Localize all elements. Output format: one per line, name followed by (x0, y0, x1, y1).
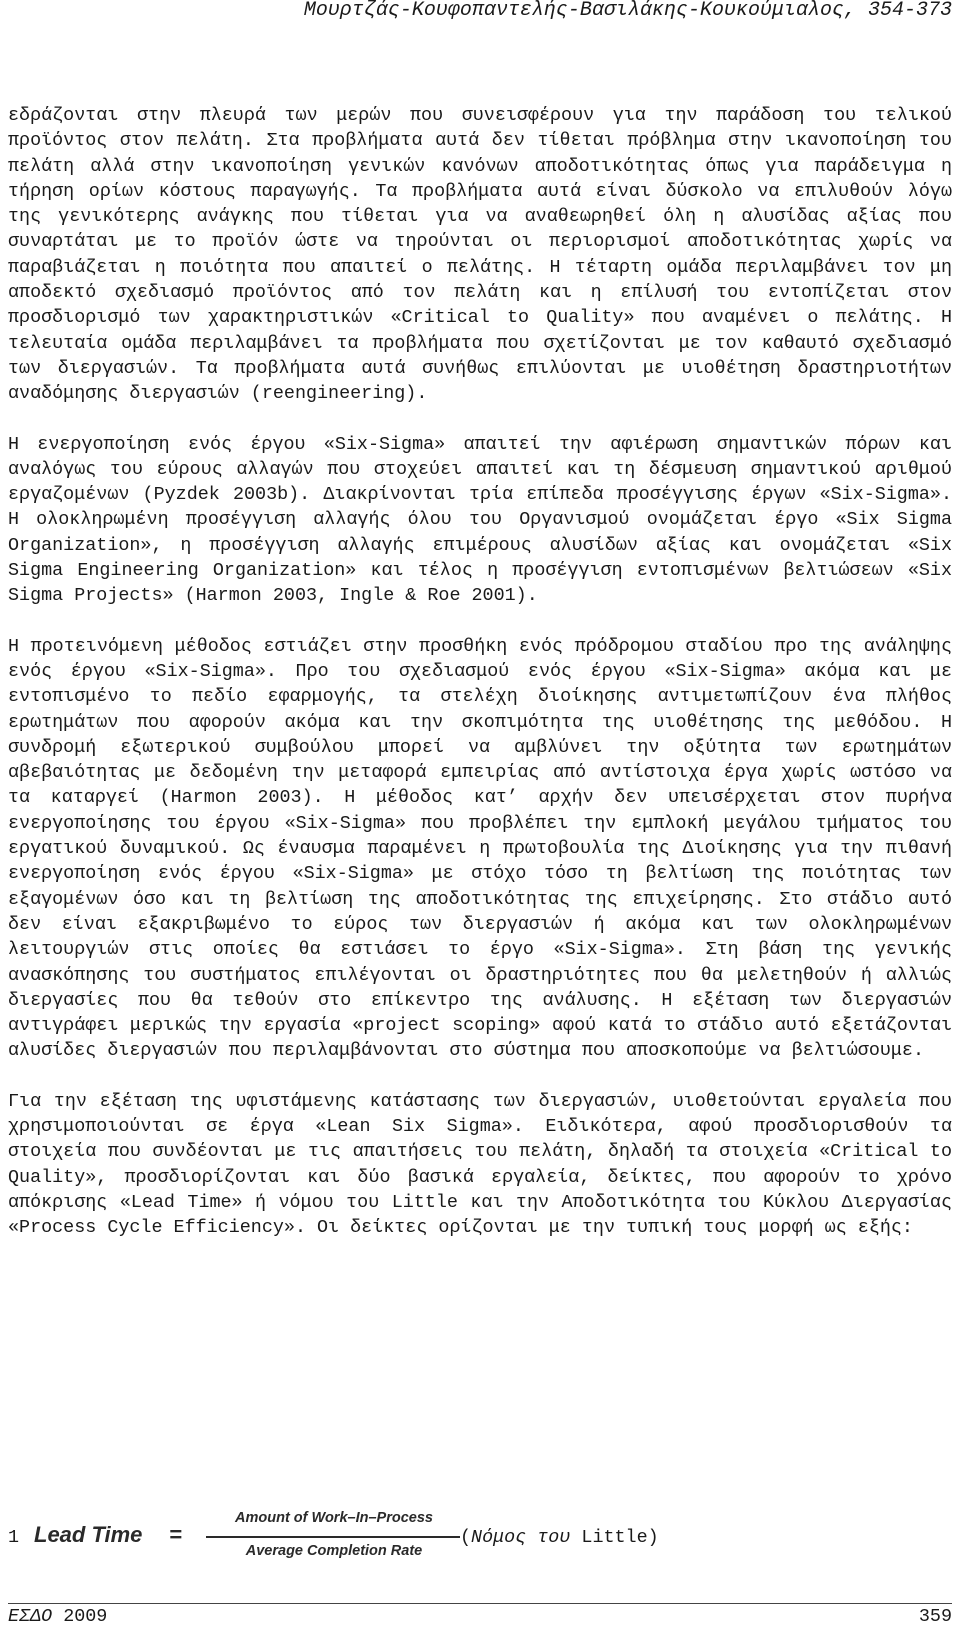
fraction-bar (206, 1536, 460, 1538)
page-number: 359 (918, 1606, 952, 1627)
equation-image (34, 1510, 454, 1570)
paragraph-six-sigma-levels: Η ενεργοποίηση ενός έργου «Six-Sigma» απαιτεί την αφιέρωση σημαντικών πόρων και αναλόγως του εύρους αλλαγών που στοχεύει απαιτεί και τη δέσμευση σημαντικού αριθμού εργαζομένων (Pyzdek 2003b). Διακρίνονται τρία επίπεδα προσέγγισης έργων «Six-Sigma». Η ολοκληρωμένη προσέγγιση αλλαγής όλου του Οργανισμού ονομάζεται έργο «Six Sigma Organization», η προσέγγιση αλλαγής επιμέρους αλυσίδων αξίας και ονομάζεται «Six Sigma Engineering Organization» και τέλος η προσέγγιση εντοπισμένων βελτιώσεων «Six Sigma Projects» (Harmon 2003, Ingle & Roe 2001). (8, 433, 952, 607)
paragraph-lean-tools: Για την εξέταση της υφιστάμενης κατάστασης των διεργασιών, υιοθετούνται εργαλεία που χρησιμοποιούνται σε έργα «Lean Six Sigma». Ειδικότερα, αφού προσδιορισθούν τα στοιχεία που συνδέονται με τις απαιτήσεις του πελάτη, δηλαδή τα στοιχεία «Critical to Quality», προσδιορίζονται και δύο βασικά εργαλεία, δείκτες, που αφορούν το χρόνο απόκρισης «Lead Time» ή νόμου του Little και την Αποδοτικότητα του Κύκλου Διεργασίας «Process Cycle Efficiency». Οι δείκτες ορίζονται με την τυπική τους μορφή ως εξής: (8, 1090, 952, 1239)
caption-rest: Little) (570, 1527, 659, 1548)
caption-greek: Νόμος του (471, 1527, 571, 1548)
equation-numerator: Amount of Work–In–Process (235, 1510, 433, 1526)
paragraph-problem-groups: εδράζονται στην πλευρά των μερών που συνεισφέρουν για την παράδοση του τελικού προϊόντος στον πελάτη. Στα προβλήματα αυτά δεν τίθεται πρόβλημα στην ικανοποίηση του πελάτη αλλά στην ικανοποίηση γενικών κανόνων αποδοτικότητας όπως για παράδειγμα η τήρηση ορίων κόστους παραγωγής. Τα προβλήματα αυτά είναι δύσκολο να επιλυθούν λόγω της γενικότερης ανάγκης που τίθεται για να αναθεωρηθεί όλη η αλυσίδας αξίας που συναρτάται με το προϊόν ώστε να τηρούνται οι περιορισμοί αποδοτικότητας χωρίς να παραβιάζεται η ποιότητα που απαιτεί ο πελάτης. Η τέταρτη ομάδα περιλαμβάνει τον μη αποδεκτό σχεδιασμό προϊόντος από τον πελάτη και η επίλυσή του εντοπίζεται στον προσδιορισμό των χαρακτηριστικών «Critical to Quality» που αναμένει ο πελάτης. Η τελευταία ομάδα περιλαμβάνει τα προβλήματα που σχετίζονται με τον καθαυτό σχεδιασμό των διεργασιών. Τα προβλήματα αυτά συνήθως επιλύονται με υιοθέτηση δραστηριοτήτων αναδόμησης διεργασιών (reengineering). (8, 105, 952, 405)
running-header (8, 0, 952, 40)
paragraph-proposed-method: Η προτεινόμενη μέθοδος εστιάζει στην προσθήκη ενός πρόδρομου σταδίου προ της ανάληψης ενός έργου «Six-Sigma». Προ του σχεδιασμού ενός έργου «Six-Sigma» ακόμα και με εντοπισμένο το πεδίο εφαρμογής, τα στελέχη διοίκησης αντιμετωπίζουν ένα πλήθος ερωτημάτων που αφορούν ακόμα και την σκοπιμότητα της υιοθέτησης της μεθόδου. Η συνδρομή εξωτερικού συμβούλου μπορεί να αμβλύνει την οξύτητα των ερωτημάτων αβεβαιότητας με δεδομένη την μεταφορά εμπειρίας από αντίστοιχα έργα χωρίς ωστόσο να τα καταργεί (Harmon 2003). Η μέθοδος κατ’ αρχήν δεν υπεισέρχεται στον πυρήνα ενεργοποίησης του έργου «Six-Sigma» που προβλέπει την εμπλοκή μεγάλου τμήματος του εργατικού δυναμικού. Ως έναυσμα παραμένει η πρωτοβουλία της Διοίκησης για την πιθανή ενεργοποίηση ενός έργου «Six-Sigma» με στόχο τόσο τη βελτίωση της ποιότητας των εξαγομένων όσο και τη βελτίωση της αποδοτικότητας της επιχείρησης. Στο στάδιο αυτό δεν είναι εξακριβωμένο το εύρος των διεργασιών ή ακόμα και των ολοκληρωμένων λειτουργιών στις οποίες θα εστιάσει το έργο «Six-Sigma». Στη βάση της γενικής ανασκόπησης του συστήματος επιλέγονται οι δραστηριότητες που θα μελετηθούν ή αλλιώς διεργασίες που θα τεθούν στο επίκεντρο της ανάλυσης. Η εξέταση των διεργασιών αντιγράφει μερικώς την εργασία «project scoping» αφού κατά το στάδιο αυτό εξετάζονται αλυσίδες διεργασιών που περιλαμβάνονται στο σύστημα που αποσκοπούμε να βελτιώσουμε. (8, 635, 952, 1062)
equation-lhs: Lead Time (34, 1522, 143, 1547)
equation-number: 1 (8, 1527, 20, 1548)
caption-open-paren: ( (460, 1527, 472, 1548)
equation-denominator: Average Completion Rate (245, 1543, 423, 1559)
journal-name: ΕΣΔΟ (8, 1606, 53, 1627)
journal-year: 2009 (52, 1606, 108, 1627)
equation-caption (460, 1527, 659, 1548)
equation-equals: = (169, 1522, 182, 1547)
running-head-text: Μουρτζάς-Κουφοπαντελής-Βασιλάκης-Κουκούμιαλος, 354-373 (303, 0, 952, 22)
footer-divider (8, 1603, 952, 1604)
body-text (8, 103, 952, 1265)
footer-journal (8, 1606, 107, 1627)
equation-lead-time (8, 1510, 952, 1570)
